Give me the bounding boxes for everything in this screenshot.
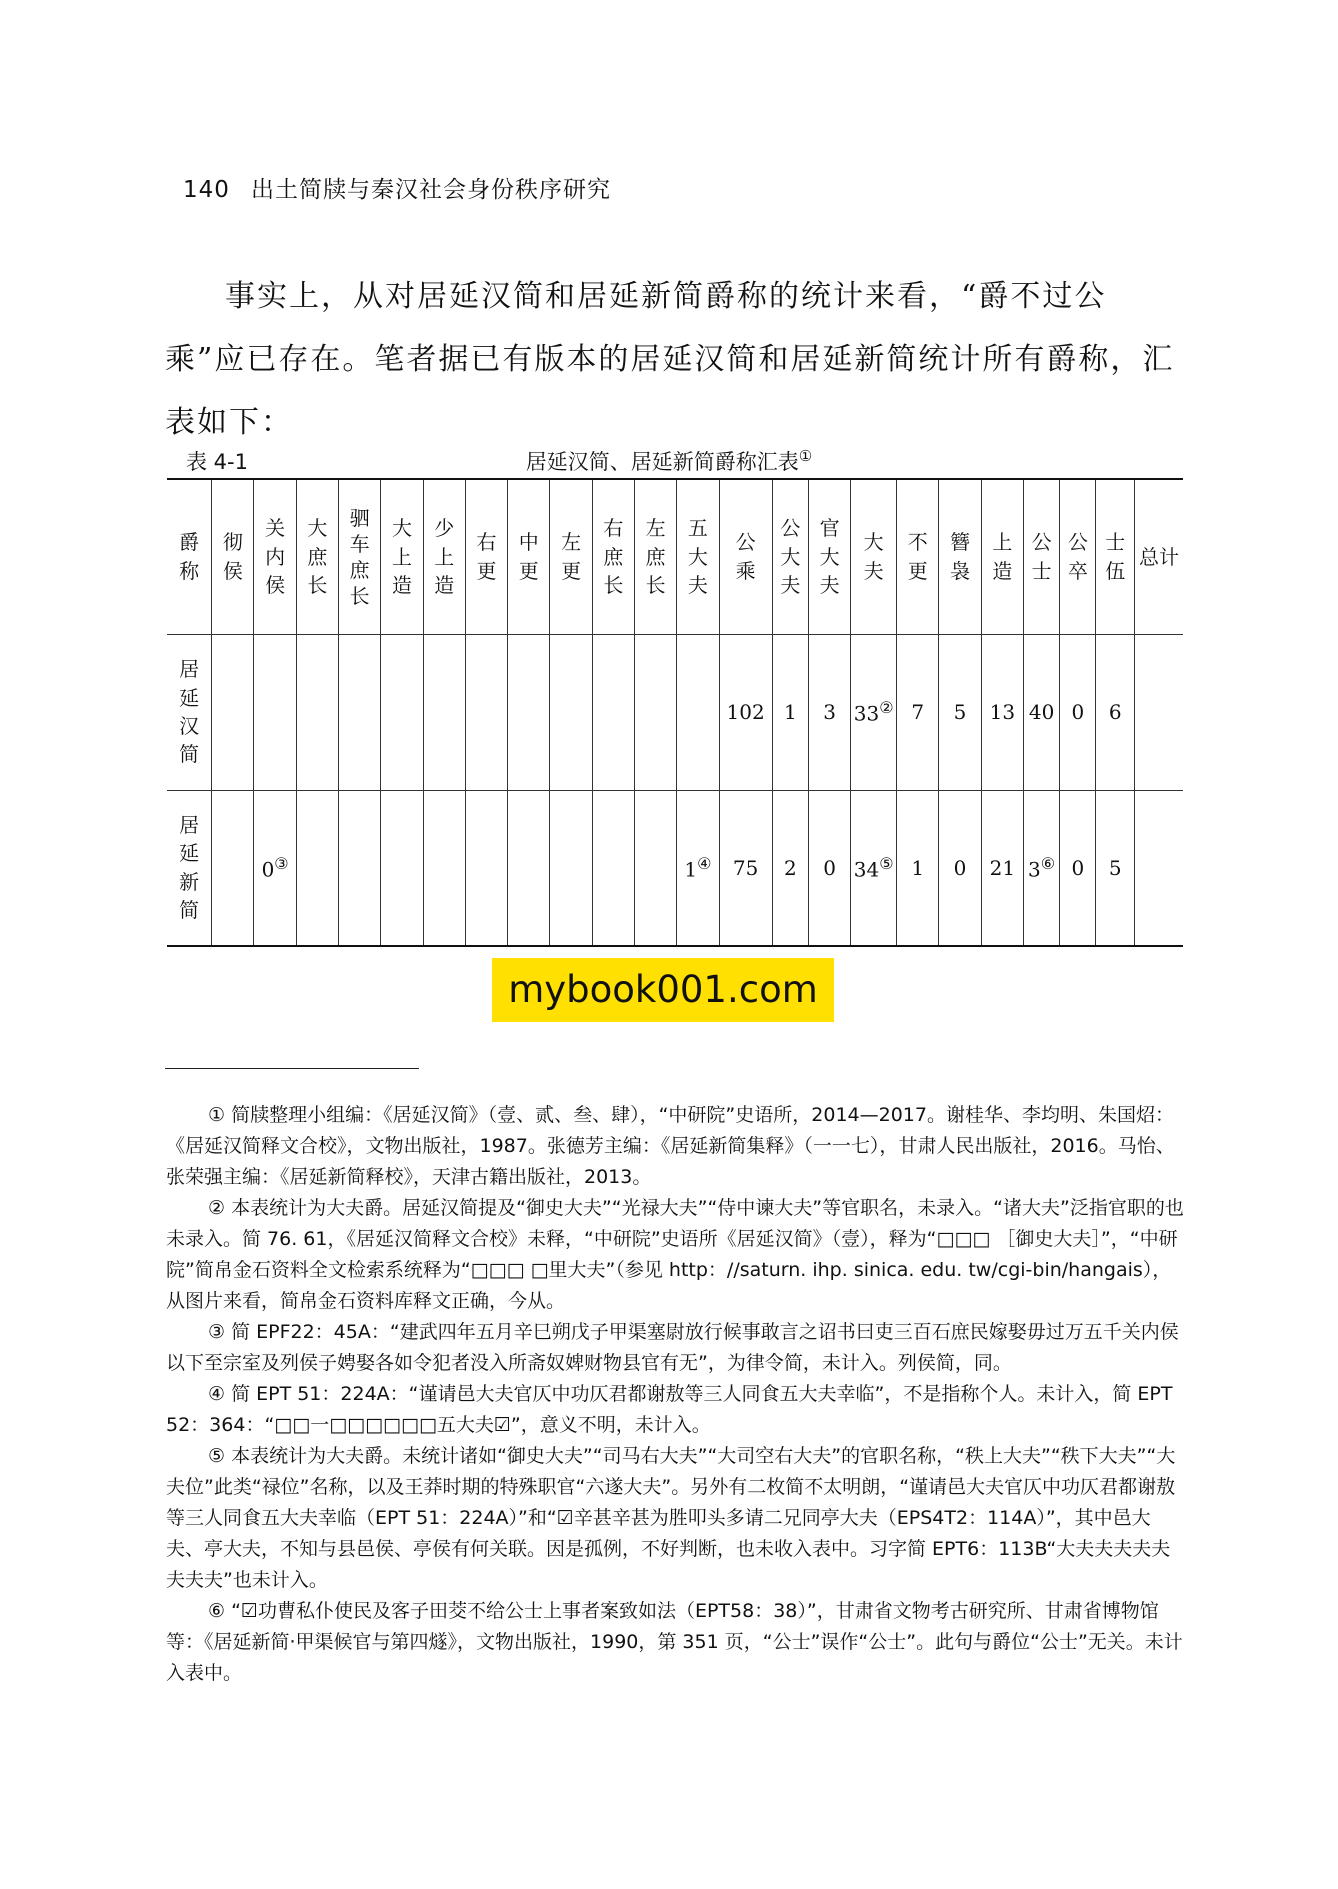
column-header-label: 爵称 <box>179 530 200 583</box>
table-cell: 3 <box>808 634 850 790</box>
column-header <box>677 479 719 634</box>
table-cell <box>212 634 254 790</box>
table-cell <box>508 634 550 790</box>
row-label-text: 居延新简 <box>179 812 200 923</box>
table-cell <box>1135 634 1183 790</box>
table-cell: 0③ <box>254 790 296 946</box>
column-header <box>772 479 808 634</box>
column-header <box>897 479 939 634</box>
table-cell <box>423 790 465 946</box>
table-cell: 40 <box>1023 634 1059 790</box>
table-cell <box>635 634 677 790</box>
table-cell: 7 <box>897 634 939 790</box>
column-header-label: 簪袅 <box>950 530 971 583</box>
table-cell: 5 <box>939 634 981 790</box>
table-cell <box>296 790 338 946</box>
book-title: 出土简牍与秦汉社会身份秩序研究 <box>251 177 611 203</box>
column-header <box>254 479 296 634</box>
column-header-label: 大上造 <box>391 516 412 597</box>
note-marker: ② <box>879 698 894 718</box>
column-header-label: 大夫 <box>863 530 884 583</box>
footnote-divider <box>165 1068 419 1069</box>
table-cell <box>508 790 550 946</box>
table-cell: 75 <box>719 790 772 946</box>
page-number: 140 <box>183 177 230 203</box>
table-cell <box>423 634 465 790</box>
column-header <box>423 479 465 634</box>
watermark-banner: mybook001.com <box>492 958 834 1022</box>
column-header-label: 公大夫 <box>780 516 801 597</box>
table-row <box>167 634 1183 790</box>
table-cell <box>635 790 677 946</box>
table-cell <box>1135 790 1183 946</box>
note-marker: ⑥ <box>1040 853 1056 873</box>
footnote: ⑥ “☑功曹私仆使民及客子田茭不给公士上事者案致如法（EPT58：38）”，甘肃省文物考古研究所、甘肃省博物馆等：《居延新简·甲渠候官与第四燧》，文物出版社，1990，第 351 页，“公士”误作“公士”。此句与爵位“公士”无关。未计入表中。 <box>166 1600 1183 1684</box>
table-title-text: 居延汉简、居延新简爵称汇表 <box>525 450 799 474</box>
column-header <box>167 479 212 634</box>
rank-title-table <box>167 478 1183 947</box>
table-cell <box>381 634 423 790</box>
column-header-label: 左更 <box>561 530 582 583</box>
table-label: 表 4-1 <box>186 450 248 474</box>
table-cell <box>254 634 296 790</box>
table-cell <box>212 790 254 946</box>
table-cell <box>677 634 719 790</box>
table-cell: 0 <box>939 790 981 946</box>
column-header-label: 右庶长 <box>603 516 624 597</box>
column-header-label: 五大夫 <box>687 516 708 597</box>
footnote: ② 本表统计为大夫爵。居延汉简提及“御史大夫”“光禄大夫”“侍中谏大夫”等官职名，未录入。“诸大夫”泛指官职的也未录入。简 76. 61，《居延汉简释文合校》未释，“中研院”史语所《居延汉简》（壹），释为“□□□ ［御史大夫］”，“中研院”简帛金石资料全文检索系统释为“□□□ □里大夫”（参见 http：//saturn. ihp. sinica. edu. tw/cgi-bin/hangais），从图片来看，简帛金石资料库释文正确，今从。 <box>166 1197 1184 1312</box>
table-cell <box>339 634 381 790</box>
row-label <box>167 790 212 946</box>
column-header <box>981 479 1023 634</box>
column-header <box>465 479 507 634</box>
note-marker: ③ <box>274 853 289 873</box>
table-cell: 21 <box>981 790 1023 946</box>
table-cell: 34⑤ <box>851 790 897 946</box>
column-header <box>1135 479 1183 634</box>
table-cell: 0 <box>1060 790 1096 946</box>
column-header-label: 士伍 <box>1105 530 1126 583</box>
column-header-label: 中更 <box>518 530 539 583</box>
table-cell: 33② <box>851 634 897 790</box>
note-marker: ④ <box>697 853 712 873</box>
table-cell <box>339 790 381 946</box>
column-header-label: 总计 <box>1139 544 1180 569</box>
table-cell: 0 <box>808 790 850 946</box>
footnote: ① 简牍整理小组编：《居延汉简》（壹、贰、叁、肆），“中研院”史语所，2014—2017。谢桂华、李均明、朱国炤：《居延汉简释文合校》，文物出版社，1987。张德芳主编：《居延新简集释》（一一七），甘肃人民出版社，2016。马怡、张荣强主编：《居延新简释校》，天津古籍出版社，2013。 <box>166 1104 1175 1188</box>
column-header <box>550 479 592 634</box>
column-header <box>296 479 338 634</box>
column-header <box>212 479 254 634</box>
body-paragraph: 事实上，从对居延汉简和居延新简爵称的统计来看，“爵不过公乘”应已存在。笔者据已有版本的居延汉简和居延新简统计所有爵称，汇表如下： <box>165 279 1175 440</box>
table-cell: 13 <box>981 634 1023 790</box>
column-header <box>1023 479 1059 634</box>
table-cell: 1 <box>897 790 939 946</box>
table-cell <box>465 634 507 790</box>
column-header <box>1060 479 1096 634</box>
table-cell: 3⑥ <box>1023 790 1059 946</box>
column-header <box>339 479 381 634</box>
table-cell <box>550 634 592 790</box>
body-paragraph-block <box>165 265 1185 454</box>
table-cell: 6 <box>1096 634 1135 790</box>
table-row <box>167 790 1183 946</box>
table-cell <box>465 790 507 946</box>
column-header <box>635 479 677 634</box>
note-marker: ⑤ <box>879 853 894 873</box>
column-header <box>851 479 897 634</box>
table-cell: 2 <box>772 790 808 946</box>
column-header <box>719 479 772 634</box>
column-header-label: 官大夫 <box>819 516 840 597</box>
column-header <box>381 479 423 634</box>
column-header-label: 右更 <box>476 530 497 583</box>
column-header-label: 大庶长 <box>307 516 328 597</box>
table-cell <box>592 634 634 790</box>
column-header-label: 上造 <box>992 530 1013 583</box>
table-cell <box>550 790 592 946</box>
column-header-label: 公士 <box>1031 530 1052 583</box>
column-header-label: 彻侯 <box>222 530 243 583</box>
table-cell <box>381 790 423 946</box>
table-cell <box>592 790 634 946</box>
footnote: ⑤ 本表统计为大夫爵。未统计诸如“御史大夫”“司马右大夫”“大司空右大夫”的官职名称，“秩上大夫”“秩下大夫”“大夫位”此类“禄位”名称，以及王莽时期的特殊职官“六遂大夫”。另外有二枚简不太明朗，“谨请邑大夫官仄中功仄君都谢敖等三人同食五大夫幸临（EPT 51：224A）”和“☑辛甚辛甚为胜叩头多请二兄同亭大夫（EPS4T2：114A）”，其中邑大夫、亭大夫，不知与县邑侯、亭侯有何关联。因是孤例，不好判断，也未收入表中。习字简 EPT6：113B“大夫夫夫夫夫夫夫夫”也未计入。 <box>166 1445 1176 1591</box>
column-header <box>508 479 550 634</box>
footnote: ④ 简 EPT 51：224A：“谨请邑大夫官仄中功仄君都谢敖等三人同食五大夫幸临”，不是指称个人。未计入，简 EPT 52：364：“□□一□□□□□□五大夫☑”，意义不明，未计入。 <box>166 1383 1173 1436</box>
table-title-note: ① <box>798 447 813 465</box>
column-header-label: 不更 <box>907 530 928 583</box>
column-header-label: 少上造 <box>434 516 455 597</box>
row-label-text: 居延汉简 <box>179 657 200 767</box>
row-label <box>167 634 212 790</box>
table-cell: 102 <box>719 634 772 790</box>
table-cell: 1 <box>772 634 808 790</box>
column-header-label: 公乘 <box>735 530 756 583</box>
column-header <box>1096 479 1135 634</box>
column-header <box>939 479 981 634</box>
column-header <box>808 479 850 634</box>
column-header-label: 关内侯 <box>265 516 286 597</box>
table-cell <box>296 634 338 790</box>
column-header-label: 公卒 <box>1067 530 1088 583</box>
running-header <box>183 171 611 204</box>
column-header-label: 左庶长 <box>645 516 666 597</box>
column-header-label: 驷车庶长 <box>349 505 370 608</box>
footnotes <box>166 1100 1184 1689</box>
footnote: ③ 简 EPF22：45A：“建武四年五月辛巳朔戊子甲渠塞尉放行候事敢言之诏书曰吏三百石庶民嫁娶毋过万五千关内侯以下至宗室及列侯子娉娶各如令犯者没入所斋奴婢财物县官有无”，为律令简，未计入。列侯简，同。 <box>166 1321 1179 1374</box>
table-cell: 0 <box>1060 634 1096 790</box>
column-header <box>592 479 634 634</box>
table-title <box>0 446 1338 476</box>
table-header-row <box>167 479 1183 634</box>
table-cell: 1④ <box>677 790 719 946</box>
table-cell: 5 <box>1096 790 1135 946</box>
